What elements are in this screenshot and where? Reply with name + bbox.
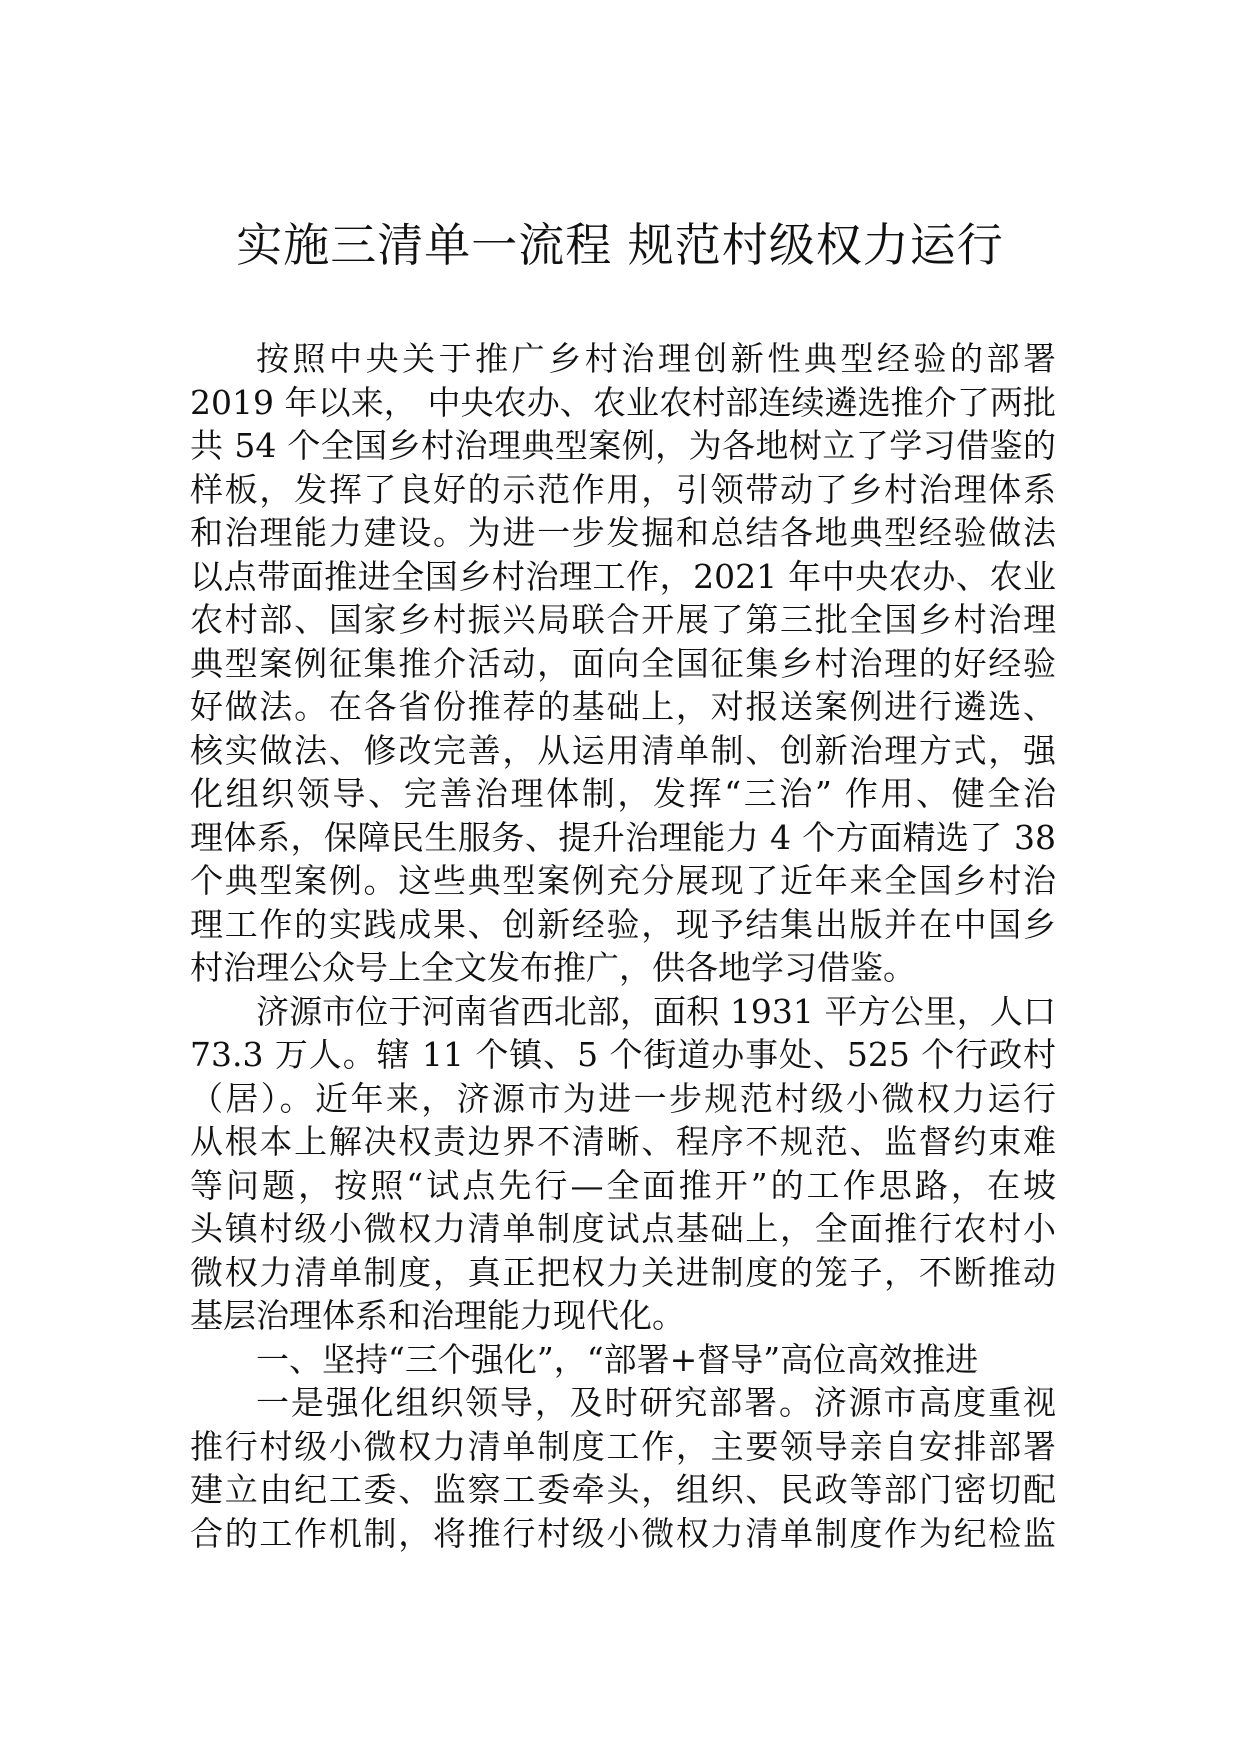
text-line: 好做法。在各省份推荐的基础上，对报送案例进行遴选、 bbox=[190, 687, 1056, 726]
text-line: 理体系，保障民生服务、提升治理能力 4 个方面精选了 38 bbox=[190, 817, 1056, 857]
text-line: 济源市位于河南省西北部，面积 1931 平方公里，人口 bbox=[256, 991, 1056, 1031]
text-line: 头镇村级小微权力清单制度试点基础上，全面推行农村小 bbox=[190, 1209, 1056, 1248]
text-line: 理工作的实践成果、创新经验，现予结集出版并在中国乡 bbox=[190, 904, 1056, 944]
text-line: 核实做法、修改完善，从运用清单制、创新治理方式，强 bbox=[190, 730, 1056, 770]
text-line: 2019 年以来， 中央农办、农业农村部连续遴选推介了两批 bbox=[190, 382, 1056, 422]
text-line: 共 54 个全国乡村治理典型案例，为各地树立了学习借鉴的 bbox=[190, 426, 1056, 465]
text-line: 典型案例征集推介活动，面向全国征集乡村治理的好经验 bbox=[190, 643, 1056, 683]
text-line: 个典型案例。这些典型案例充分展现了近年来全国乡村治 bbox=[190, 861, 1056, 900]
paragraph-3 bbox=[190, 1381, 1056, 1555]
text-line: 以点带面推进全国乡村治理工作，2021 年中央农办、农业 bbox=[190, 556, 1056, 596]
text-line: 合的工作机制，将推行村级小微权力清单制度作为纪检监 bbox=[190, 1513, 1056, 1553]
text-line: 一是强化组织领导，及时研究部署。济源市高度重视 bbox=[256, 1383, 1056, 1422]
text-line: 73.3 万人。辖 11 个镇、5 个街道办事处、525 个行政村 bbox=[190, 1035, 1056, 1074]
text-line: 基层治理体系和治理能力现代化。 bbox=[190, 1296, 685, 1335]
text-line: （居）。近年来，济源市为进一步规范村级小微权力运行 bbox=[190, 1078, 1056, 1118]
text-line: 微权力清单制度，真正把权力关进制度的笼子，不断推动 bbox=[190, 1252, 1056, 1292]
text-line: 建立由纪工委、监察工委牵头，组织、民政等部门密切配 bbox=[190, 1470, 1056, 1509]
text-line: 农村部、国家乡村振兴局联合开展了第三批全国乡村治理 bbox=[190, 600, 1056, 639]
text-line: 和治理能力建设。为进一步发掘和总结各地典型经验做法 bbox=[190, 513, 1056, 552]
section-heading bbox=[190, 1338, 1056, 1382]
text-line: 样板，发挥了良好的示范作用，引领带动了乡村治理体系 bbox=[190, 469, 1056, 509]
text-line: 化组织领导、完善治理体制，发挥“三治” 作用、健全治 bbox=[190, 774, 1056, 813]
text-line: 推行村级小微权力清单制度工作，主要领导亲自安排部署 bbox=[190, 1426, 1056, 1466]
text-line: 从根本上解决权责边界不清晰、程序不规范、监督约束难 bbox=[190, 1122, 1056, 1161]
section-heading-text: 一、坚持“三个强化”，“部署+督导”高位高效推进 bbox=[256, 1339, 979, 1379]
document-title: 实施三清单一流程 规范村级权力运行 bbox=[236, 218, 1004, 272]
paragraph-1 bbox=[190, 337, 1056, 990]
paragraph-2 bbox=[190, 990, 1056, 1338]
document-body bbox=[190, 337, 1056, 1555]
text-line: 按照中央关于推广乡村治理创新性典型经验的部署 bbox=[256, 339, 1056, 378]
text-line: 村治理公众号上全文发布推广，供各地学习借鉴。 bbox=[190, 948, 916, 987]
text-line: 等问题，按照“试点先行—全面推开”的工作思路，在坡 bbox=[190, 1165, 1056, 1205]
